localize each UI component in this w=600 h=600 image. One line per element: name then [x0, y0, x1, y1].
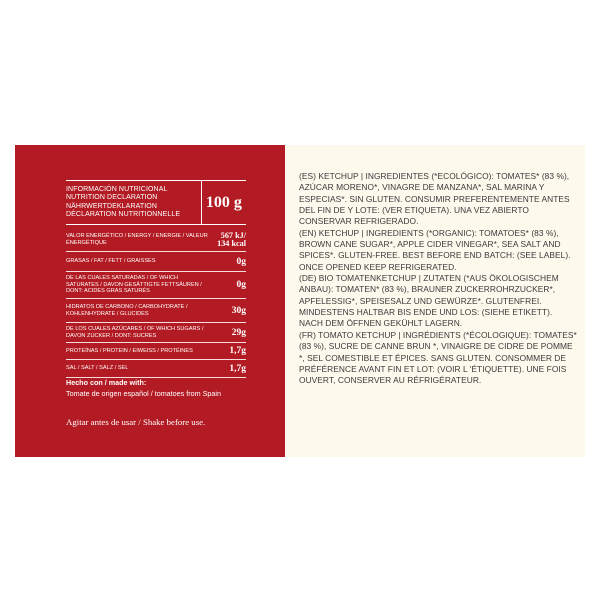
- row-value: 0g: [236, 256, 246, 267]
- row-label: DE LOS CUALES AZÚCARES / OF WHICH SUGARS / DAVON ZUCKER / DONT: SUCRES: [66, 325, 204, 339]
- origin-info: [66, 377, 266, 399]
- ingredients-es: (ES) KETCHUP | INGREDIENTES (*ECOLÓGICO): TOMATES* (83 %), AZÚCAR MORENO*, VINAGRE DE MANZANA*, SAL MARINA Y ESPECIAS*. SIN GLUTEN. CONSUMIR PREFERENTEMENTE ANTES DEL FIN DE Y LOTE: (VER ETIQUETA). UNA VEZ ABIERTO CONSERVAR REFRIGERADO.: [299, 171, 570, 227]
- row-energy: [66, 229, 246, 252]
- energy-kcal: 134 kcal: [217, 239, 246, 248]
- row-label: VALOR ENERGÉTICO / ENERGY / ENERGIE / VALEUR ÉNERGÉTIQUE: [66, 233, 208, 246]
- row-value: 1,7g: [229, 363, 246, 374]
- row-sugars: [66, 323, 246, 343]
- nutrition-panel: [15, 145, 285, 457]
- row-value: 0g: [236, 280, 246, 290]
- row-label: SAL / SALT / SALZ / SEL: [66, 365, 129, 372]
- heading-es: INFORMACIÓN NUTRICIONAL: [66, 185, 168, 193]
- row-value: [217, 232, 246, 248]
- made-with-text: Tomate de origen español / tomatoes from Spain: [66, 389, 222, 398]
- product-label: [15, 145, 585, 457]
- row-value: 1,7g: [229, 346, 246, 356]
- ingredients-panel: [285, 145, 585, 457]
- heading-de: NÄHRWERTDEKLARATION: [66, 202, 157, 210]
- heading-fr: DÉCLARATION NUTRITIONNELLE: [66, 210, 181, 218]
- per-100g: 100 g: [205, 193, 242, 211]
- row-value: 29g: [231, 327, 246, 338]
- nutrition-table: [66, 229, 246, 378]
- heading-en: NUTRITION DECLARATION: [66, 194, 158, 202]
- ingredients-de: (DE) BIO TOMATENKETCHUP | ZUTATEN (*AUS ÖKOLOGISCHEM ANBAU): TOMATEN* (83 %), BRAUNER ZUCKERROHRZUCKER*, APFELESSIG*, SPEISESALZ UND GEWÜRZE*. GLUTENFREI. MINDESTENS HALTBAR BIS ENDE UND LOS: (SIEHE ETIKETT). NACH DEM ÖFFNEN GEKÜHLT LAGERN.: [299, 273, 559, 329]
- row-protein: [66, 343, 246, 360]
- ingredients-en: (EN) KETCHUP | INGREDIENTS (*ORGANIC): TOMATOES* (83 %), BROWN CANE SUGAR*, APPLE CIDER VINEGAR*, SEA SALT AND SPICES*. GLUTEN-FREE. BEST BEFORE END BATCH: (SEE LABEL). ONCE OPENED KEEP REFRIGERATED.: [299, 227, 571, 272]
- row-salt: [66, 360, 246, 378]
- row-label: HIDRATOS DE CARBONO / CARBOHYDRATE / KOHLENHYDRATE / GLUCIDES: [66, 303, 188, 317]
- energy-kj: 567 kJ/: [220, 231, 246, 240]
- row-saturates: [66, 272, 246, 299]
- row-value: 30g: [231, 305, 246, 316]
- shake-instruction: Agitar antes de usar / Shake before use.: [66, 417, 206, 427]
- row-label: PROTEÍNAS / PROTEIN / EIWEISS / PROTÉINES: [66, 347, 193, 354]
- nutrition-heading: [66, 186, 196, 220]
- nutrition-header: [66, 180, 246, 225]
- row-label: DE LAS CUALES SATURADAS / OF WHICH SATURATES / DAVON GESÄTTIGTE FETTSÄUREN / DONT: ACIDES GRAS SATURÉS: [66, 275, 202, 295]
- row-fat: [66, 252, 246, 272]
- made-with-title: Hecho con / made with:: [66, 378, 147, 387]
- ingredients-fr: (FR) TOMATO KETCHUP | INGRÉDIENTS (*ÉCOLOGIQUE): TOMATES* (83 %), SUCRE DE CANNE BRUN *, VINAIGRE DE CIDRE DE POMME *, SEL COMESTIBLE ET ÉPICES. SANS GLUTEN. CONSOMMER DE PRÉFÉRENCE AVANT FIN ET LOT: (VOIR L 'ÉTIQUETTE). UNE FOIS OUVERT, CONSERVER AU RÉFRIGÉRATEUR.: [299, 329, 577, 386]
- row-carbohydrate: [66, 299, 246, 323]
- row-label: GRASAS / FAT / FETT / GRAISSES: [66, 258, 156, 265]
